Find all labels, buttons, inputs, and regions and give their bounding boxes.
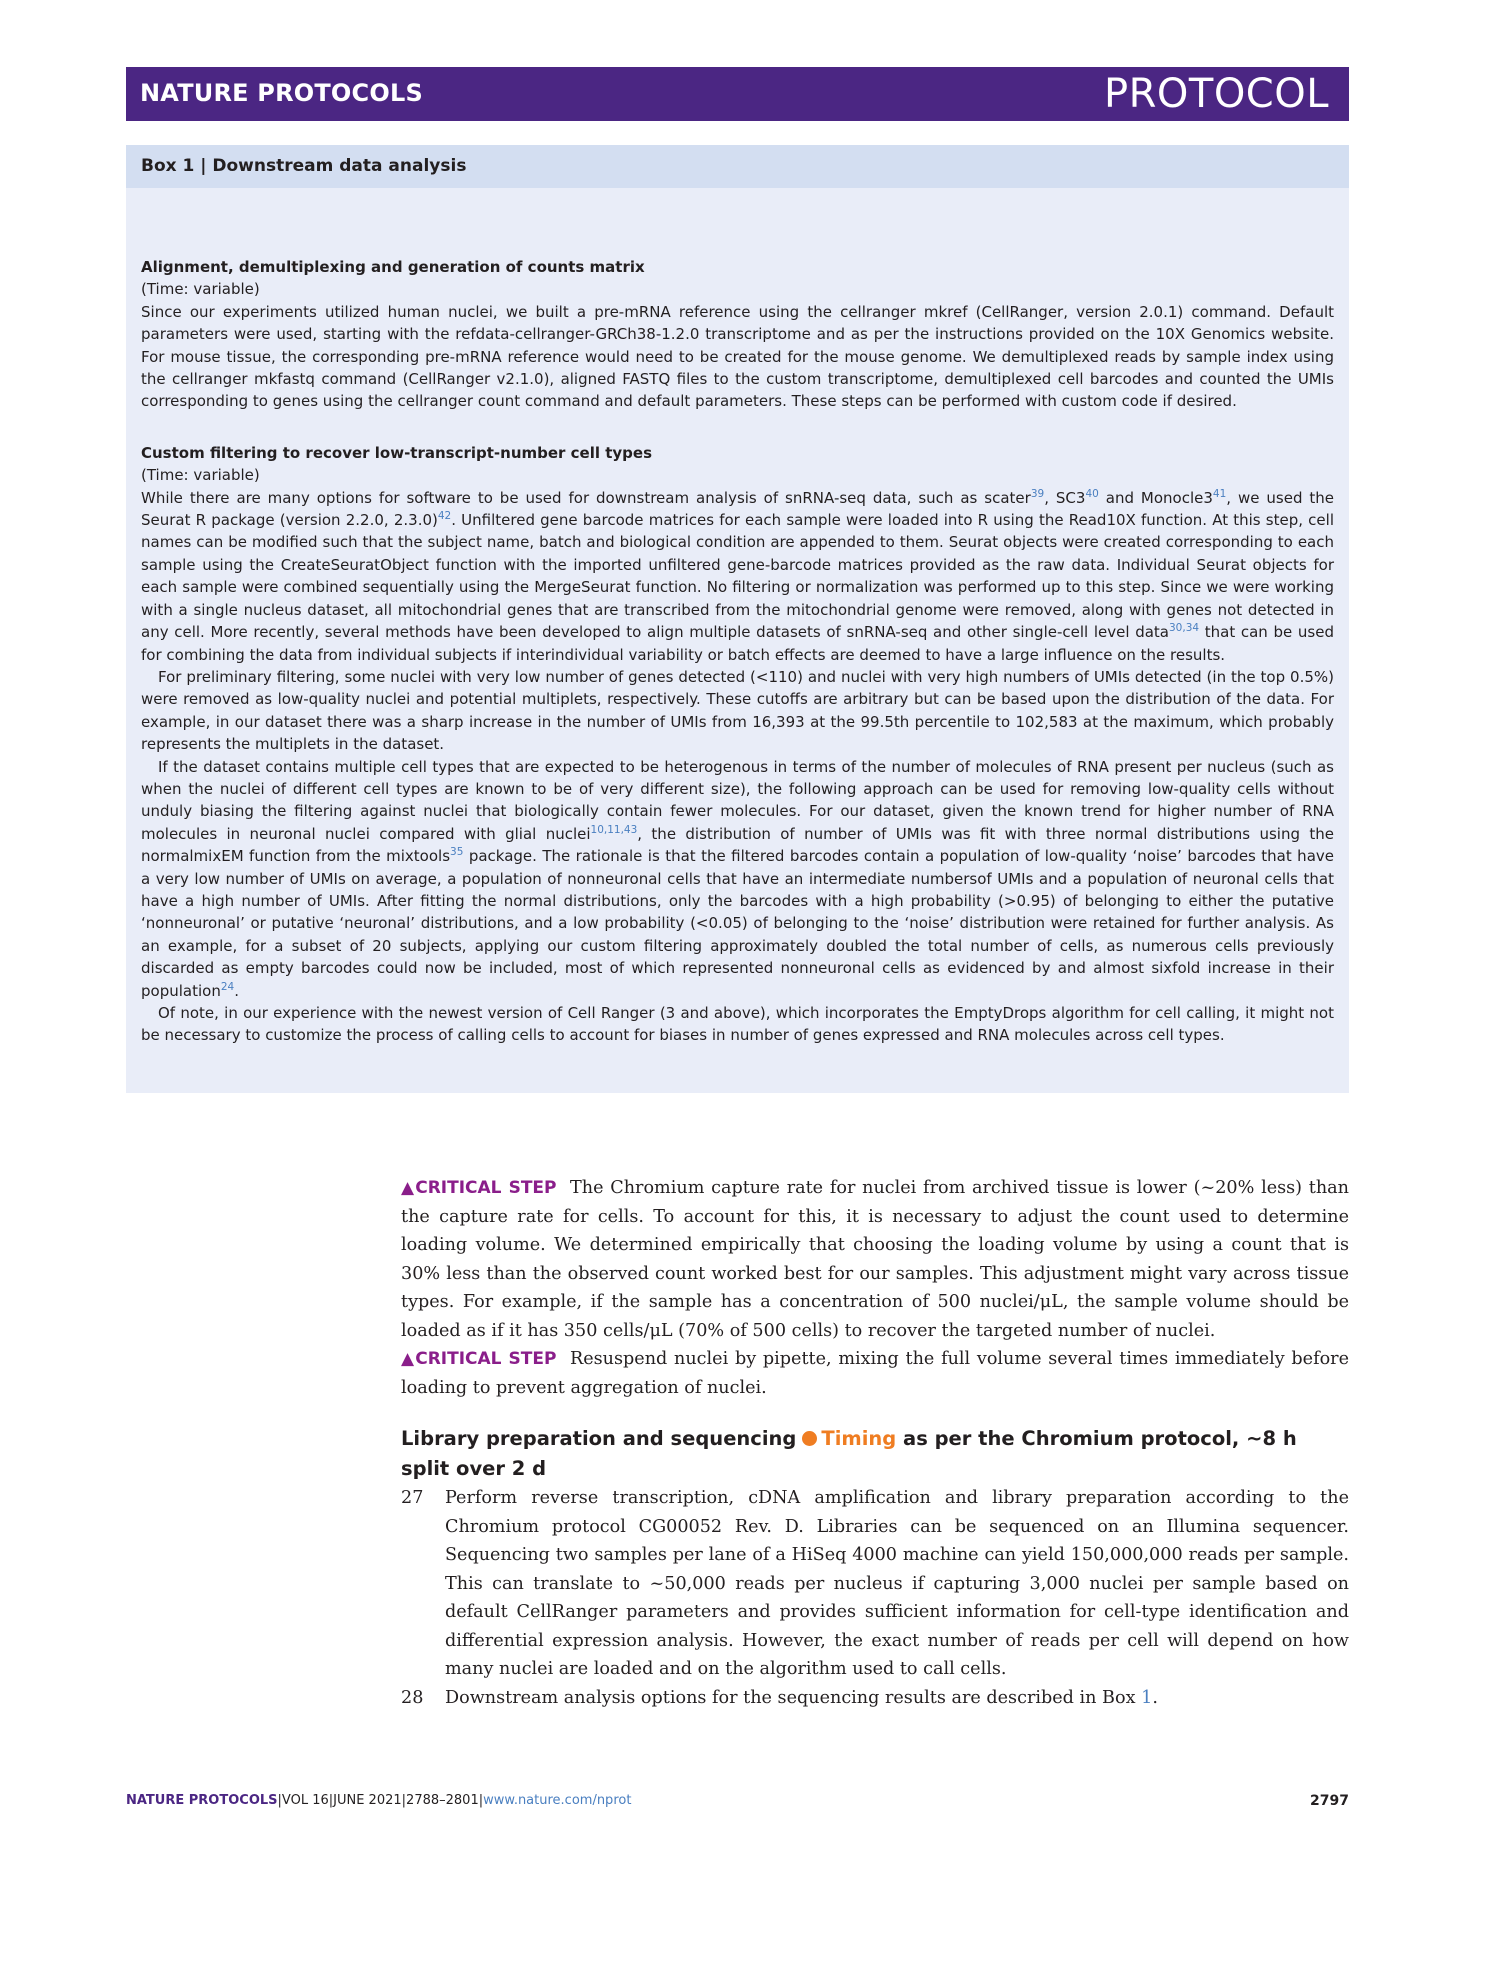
section-heading: Custom filtering to recover low-transcript-number cell types <box>141 443 653 462</box>
footer-journal: NATURE PROTOCOLS <box>126 1793 278 1808</box>
main-column <box>401 1174 1349 1712</box>
box-section-alignment <box>141 188 1334 413</box>
box-title: Box 1 | Downstream data analysis <box>126 145 1349 188</box>
citation-link[interactable]: 41 <box>1212 487 1227 500</box>
step-text: Downstream analysis options for the sequencing results are described in Box 1. <box>445 1687 1158 1708</box>
citation-link[interactable]: 30,34 <box>1169 622 1200 635</box>
critical-step-note: ▲CRITICAL STEP The Chromium capture rate for nuclei from archived tissue is lower (~20% less) than the capture rate for cells. To account for this, it is necessary to adjust the count used to determine loading volume. We determined empirically that choosing the loading volume by using a count that is 30% less than the observed count worked best for our samples. This adjustment might vary across tissue types. For example, if the sample has a concentration of 500 nuclei/μL, the sample volume should be loaded as if it has 350 cells/μL (70% of 500 cells) to recover the targeted number of nuclei. <box>401 1178 1349 1341</box>
section-heading-library-prep: Library preparation and sequencing Timing as per the Chromium protocol, ~8 h split over 2 d <box>401 1427 1297 1480</box>
journal-header-bar <box>126 67 1349 121</box>
paragraph: Of note, in our experience with the newest version of Cell Ranger (3 and above), which incorporates the EmptyDrops algorithm for cell calling, it might not be necessary to customize the process of calling cells to account for biases in number of genes expressed and RNA molecules across cell types. <box>141 1004 1334 1045</box>
procedure-step <box>401 1484 1349 1684</box>
step-number: 27 <box>401 1488 424 1508</box>
step-number: 28 <box>401 1687 424 1708</box>
section-text: Since our experiments utilized human nuclei, we built a pre-mRNA reference using the cellranger mkref (CellRanger, version 2.0.1) command. Default parameters were used, starting with the refdata-cellranger-GRCh38-1.2.0 transcriptome and as per the instructions provided on the 10X Genomics website. For mouse tissue, the corresponding pre-mRNA reference would need to be created for the mouse genome. We demultiplexed reads by sample index using the cellranger mkfastq command (CellRanger v2.1.0), aligned FASTQ files to the custom transcriptome, demultiplexed cell barcodes and counted the UMIs corresponding to genes using the cellranger count command and default parameters. These steps can be performed with custom code if desired. <box>141 302 1334 411</box>
timing-label: Timing <box>821 1427 897 1450</box>
citation-link[interactable]: 40 <box>1085 487 1099 500</box>
section-heading: Alignment, demultiplexing and generation of counts matrix <box>141 258 645 276</box>
box-1 <box>126 145 1349 1093</box>
footer-url-link[interactable]: www.nature.com/nprot <box>483 1793 632 1808</box>
header-journal-name: NATURE PROTOCOLS <box>140 79 423 107</box>
step-text: Perform reverse transcription, cDNA amplification and library preparation according to the Chromium protocol CG00052 Rev. D. Libraries can be sequenced on an Illumina sequencer. Sequencing two samples per lane of a HiSeq 4000 machine can yield 150,000,000 reads per sample. This can translate to ~50,000 reads per nucleus if capturing 3,000 nuclei per sample based on default CellRanger parameters and provides sufficient information for cell-type identification and differential expression analysis. However, the exact number of reads per cell will depend on how many nuclei are loaded and on the algorithm used to call cells. <box>445 1488 1349 1679</box>
paragraph: While there are many options for software to be used for downstream analysis of snRNA-seq data, such as scater$^{39}$, $SC3^{40}$ and $Monocle3^{41}$, we used the Seurat R package (version 2.2.0, 2.3.0)$^{42}$. Unfiltered gene barcode matrices for each sample were loaded into R using the Read10X function. At this step, cell names can be modified such that the subject name, batch and biological condition are appended to them. Seurat objects were created corresponding to each sample using the CreateSeuratObject function with the imported unfiltered gene-barcode matrices provided as the raw data. Individual Seurat objects for each sample were combined sequentially using the MergeSeurat function. No filtering or normalization was performed up to this step. Since we were working with a single nucleus dataset, all mitochondrial genes that are transcribed from the mitochondrial genome were removed, along with genes not detected in any cell. More recently, several methods have been developed to align multiple datasets of snRNA-seq and other single-cell level data$^{30,34}$ that can be used for combining the data from individual subjects if interindividual variability or batch effects are deemed to have a large influence on the results. <box>141 487 1335 664</box>
citation-link[interactable]: 42 <box>437 510 452 523</box>
timing-dot-icon <box>802 1431 817 1446</box>
paragraph: If the dataset contains multiple cell types that are expected to be heterogenous in terms of the number of molecules of RNA present per nucleus (such as when the nuclei of different cell types are known to be of very different size), the following approach can be used for removing low-quality cells without unduly biasing the filtering against nuclei that biologically contain fewer molecules. For our dataset, given the known trend for higher number of RNA molecules in neuronal nuclei compared with glial nuclei$^{10,11,43}$, the distribution of number of UMIs was fit with three normal distributions using the normalmixEM function from the mixtools$^{35}$ package. The rationale is that the filtered barcodes contain a population of low-quality ‘noise’ barcodes that have a very low number of UMIs on average, a population of nonneuronal cells that have an intermediate numbersof UMIs and a population of neuronal cells that have a high number of UMIs. After fitting the normal distributions, only the barcodes with a high probability (>0.95) of belonging to either the putative ‘nonneuronal’ or putative ‘neuronal’ distributions, and a low probability (<0.05) of belonging to the ‘noise’ distribution were retained for further analysis. As an example, for a subset of 20 subjects, applying our custom filtering approximately doubled the total number of cells, as numerous cells previously discarded as empty barcodes could now be included, most of which represented nonneuronal cells as evidenced by and almost sixfold increase in their population$^{24}$. <box>141 757 1334 1000</box>
critical-step-label: ▲CRITICAL STEP <box>401 1349 557 1369</box>
critical-step-label: ▲CRITICAL STEP <box>401 1178 557 1198</box>
citation-link[interactable]: 35 <box>450 846 464 859</box>
procedure-step <box>401 1684 1349 1713</box>
header-article-type: PROTOCOL <box>1103 71 1329 117</box>
critical-step-note: ▲CRITICAL STEP Resuspend nuclei by pipette, mixing the full volume several times immediately before loading to prevent aggregation of nuclei. <box>401 1349 1350 1398</box>
box-reference-link[interactable]: 1 <box>1141 1687 1153 1708</box>
citation-link[interactable]: 24 <box>220 980 235 993</box>
footer-citation: NATURE PROTOCOLS|VOL 16|JUNE 2021|2788–2801|www.nature.com/nprot <box>126 1793 632 1808</box>
paragraph: For preliminary filtering, some nuclei with very low number of genes detected (<110) and nuclei with very high numbers of UMIs detected (in the top 0.5%) were removed as low-quality nuclei and potential multiplets, respectively. These cutoffs are arbitrary but can be based upon the distribution of the data. For example, in our dataset there was a sharp increase in the number of UMIs from 16,393 at the 99.5th percentile to 102,583 at the maximum, which probably represents the multiplets in the dataset. <box>141 667 1334 754</box>
page-number: 2797 <box>1310 1793 1349 1809</box>
citation-link[interactable]: 10,11,43 <box>590 823 638 836</box>
section-time: (Time: variable) <box>141 280 260 299</box>
box-body <box>126 188 1349 1047</box>
box-section-filtering <box>141 413 1334 1047</box>
section-time: (Time: variable) <box>141 466 260 485</box>
citation-link[interactable]: 39 <box>1030 487 1045 500</box>
